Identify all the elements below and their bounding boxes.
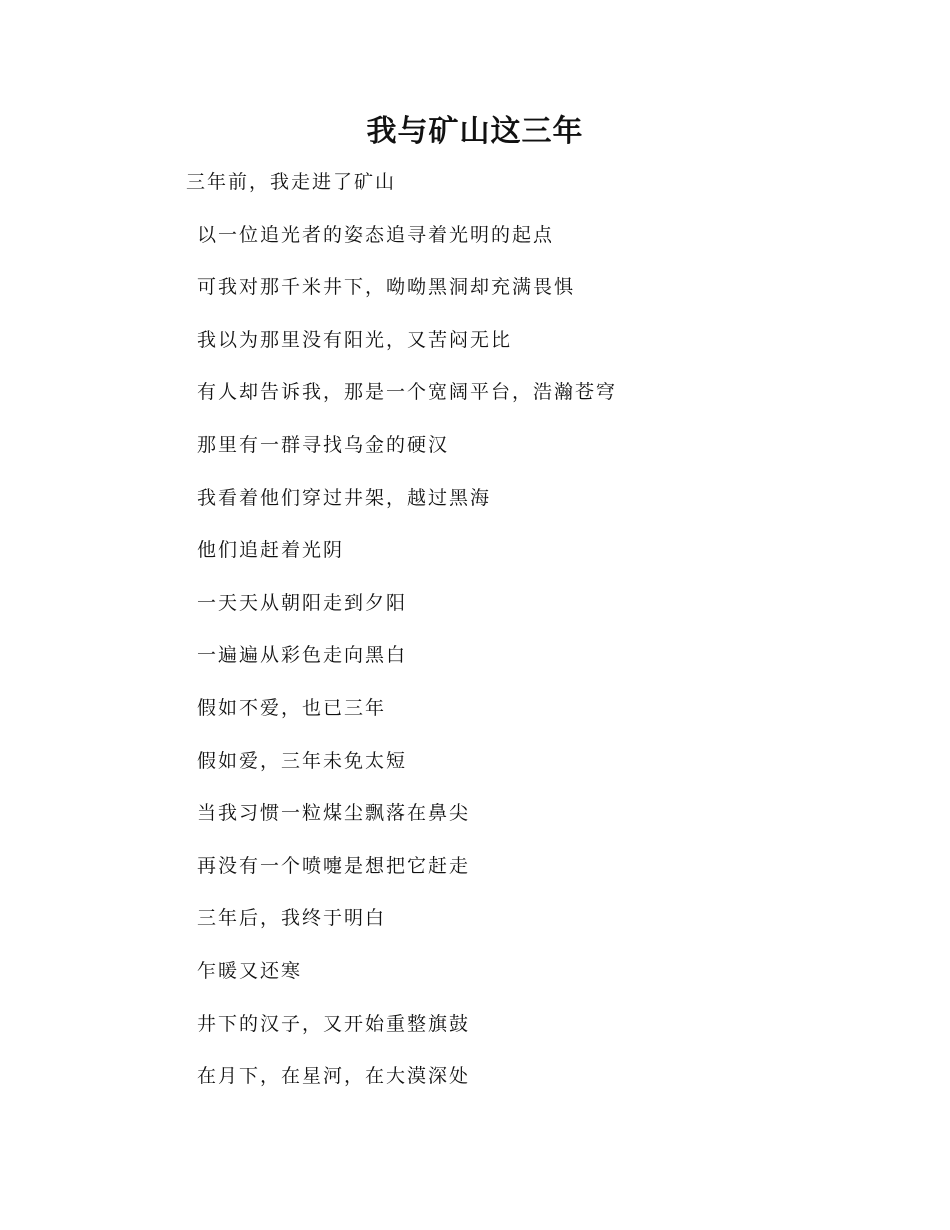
poem-line: 那里有一群寻找乌金的硬汉 [197,433,450,456]
poem-body [186,166,786,1113]
poem-line: 可我对那千米井下，呦呦黑洞却充满畏惧 [197,276,576,299]
poem-line: 乍暖又还寒 [197,959,303,982]
poem-line: 在月下，在星河，在大漠深处 [197,1065,471,1088]
document-title: 我与矿山这三年 [366,114,584,149]
poem-line: 再没有一个喷嚏是想把它赶走 [197,854,471,877]
poem-line: 假如爱，三年未免太短 [197,749,408,772]
poem-line: 我看着他们穿过井架，越过黑海 [197,486,492,509]
poem-line: 一遍遍从彩色走向黑白 [197,644,408,667]
poem-line: 有人却告诉我，那是一个宽阔平台，浩瀚苍穹 [197,381,618,404]
poem-line: 当我习惯一粒煤尘飘落在鼻尖 [197,802,471,825]
poem-line: 井下的汉子，又开始重整旗鼓 [197,1012,471,1035]
poem-line: 以一位追光者的姿态追寻着光明的起点 [197,223,555,246]
poem-line: 假如不爱，也已三年 [197,696,387,719]
poem-line: 三年前，我走进了矿山 [186,171,397,193]
poem-line: 三年后，我终于明白 [197,907,387,930]
poem-line: 他们追赶着光阴 [197,539,345,562]
poem-line: 一天天从朝阳走到夕阳 [197,591,408,614]
poem-line: 我以为那里没有阳光，又苦闷无比 [197,328,513,351]
